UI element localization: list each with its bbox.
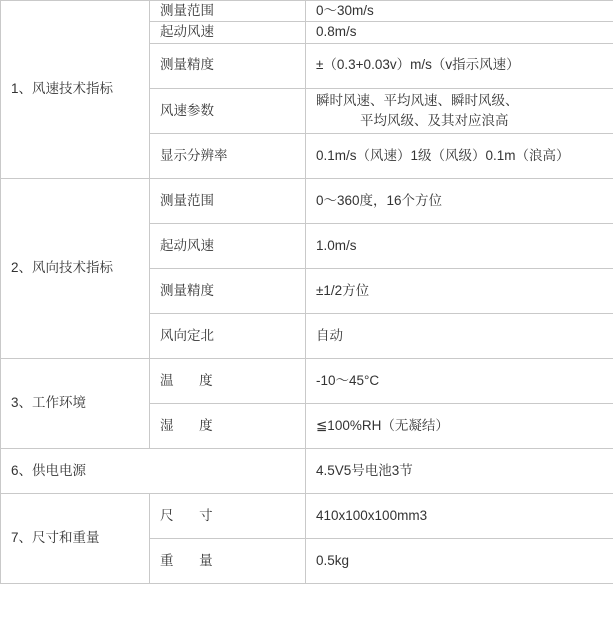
row-item-label: 测量范围 bbox=[150, 179, 306, 224]
row-value: 0.8m/s bbox=[306, 22, 613, 43]
row-value: ≦100%RH（无凝结） bbox=[306, 404, 613, 449]
table-row bbox=[1, 359, 613, 404]
row-group-label: 2、风向技术指标 bbox=[1, 179, 150, 359]
row-item-label: 重 量 bbox=[150, 539, 306, 584]
row-value bbox=[306, 88, 613, 134]
row-value: 4.5V5号电池3节 bbox=[306, 449, 613, 494]
row-value-multiline bbox=[316, 89, 613, 134]
row-value: 自动 bbox=[306, 314, 613, 359]
row-value-line: 平均风级、及其对应浪高 bbox=[360, 112, 509, 128]
row-item-label: 温 度 bbox=[150, 359, 306, 404]
row-group-label: 7、尺寸和重量 bbox=[1, 494, 150, 584]
row-value: 410x100x100mm3 bbox=[306, 494, 613, 539]
row-value: 1.0m/s bbox=[306, 224, 613, 269]
row-group-label: 6、供电电源 bbox=[1, 449, 306, 494]
table-row bbox=[1, 179, 613, 224]
row-item-label: 测量精度 bbox=[150, 269, 306, 314]
row-item-label: 起动风速 bbox=[150, 224, 306, 269]
table-row bbox=[1, 494, 613, 539]
row-item-label: 风向定北 bbox=[150, 314, 306, 359]
table-row bbox=[1, 449, 613, 494]
row-value: ±（0.3+0.03v）m/s（v指示风速） bbox=[306, 43, 613, 88]
row-item-label: 测量范围 bbox=[150, 1, 306, 22]
table-row bbox=[1, 1, 613, 22]
row-group-label: 1、风速技术指标 bbox=[1, 1, 150, 179]
row-value: ±1/2方位 bbox=[306, 269, 613, 314]
row-item-label: 湿 度 bbox=[150, 404, 306, 449]
row-item-label: 尺 寸 bbox=[150, 494, 306, 539]
row-value: 0.1m/s（风速）1级（风级）0.1m（浪高） bbox=[306, 134, 613, 179]
row-value-line: 瞬时风速、平均风速、瞬时风级、 bbox=[316, 92, 519, 108]
row-item-label: 风速参数 bbox=[150, 88, 306, 134]
row-value: 0～360度，16个方位 bbox=[306, 179, 613, 224]
row-value: -10～45°C bbox=[306, 359, 613, 404]
specification-table-body bbox=[1, 1, 613, 584]
row-group-label: 3、工作环境 bbox=[1, 359, 150, 449]
row-value: 0.5kg bbox=[306, 539, 613, 584]
row-item-label: 显示分辨率 bbox=[150, 134, 306, 179]
row-item-label: 测量精度 bbox=[150, 43, 306, 88]
row-value: 0～30m/s bbox=[306, 1, 613, 22]
row-item-label: 起动风速 bbox=[150, 22, 306, 43]
